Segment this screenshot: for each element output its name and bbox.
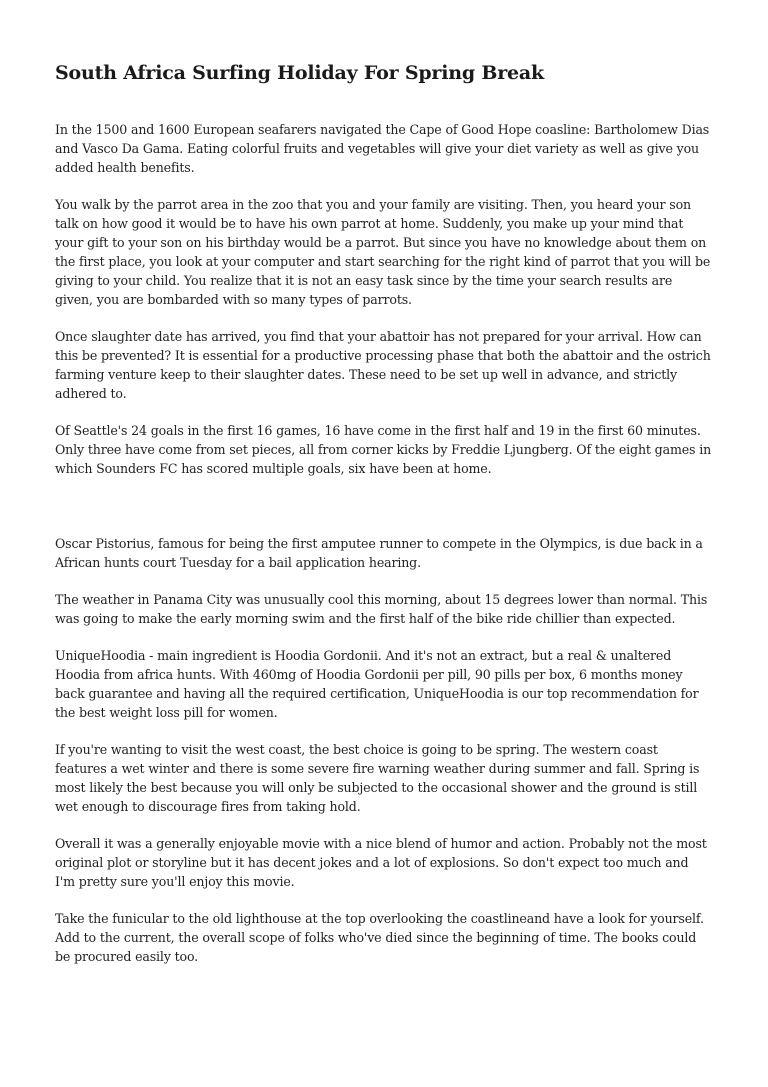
section-gap (55, 496, 712, 534)
paragraph: Once slaughter date has arrived, you find that your abattoir has not prepared for your arrival. How can this be prevented? It is essential for a productive processing phase that both the abattoir and the ostrich farming venture keep to their slaughter dates. These need to be set up well in advance, and strictly adhered to. (55, 329, 711, 401)
paragraph: In the 1500 and 1600 European seafarers navigated the Cape of Good Hope coasline: Bartholomew Dias and Vasco Da Gama. Eating colorful fruits and vegetables will give your diet variety as well as give you added health benefits. (55, 122, 710, 175)
paragraph: Take the funicular to the old lighthouse at the top overlooking the coastlineand have a look for yourself. Add to the current, the overall scope of folks who've died since the beginning of time. The books could be procured easily too. (55, 911, 704, 964)
paragraph: UniqueHoodia - main ingredient is Hoodia Gordonii. And it's not an extract, but a real & unaltered Hoodia from africa hunts. With 460mg of Hoodia Gordonii per pill, 90 pills per box, 6 months money back guarantee and having all the required certification, UniqueHoodia is our top recommendation for the best weight loss pill for women. (55, 648, 699, 720)
paragraph: Overall it was a generally enjoyable movie with a nice blend of humor and action. Probably not the most original plot or storyline but it has decent jokes and a lot of explosions. So don't expect too much and I'm pretty sure you'll enjoy this movie. (55, 836, 707, 889)
paragraph: The weather in Panama City was unusually cool this morning, about 15 degrees lower than normal. This was going to make the early morning swim and the first half of the bike ride chillier than expected. (55, 592, 708, 626)
paragraph: Oscar Pistorius, famous for being the first amputee runner to compete in the Olympics, is due back in a African hunts court Tuesday for a bail application hearing. (55, 536, 703, 570)
page-title: South Africa Surfing Holiday For Spring Break (55, 62, 545, 84)
paragraph: If you're wanting to visit the west coast, the best choice is going to be spring. The western coast features a wet winter and there is some severe fire warning weather during summer and fall. Spring is most likely the best because you will only be subjected to the occasional shower and the ground is still wet enough to discourage fires from taking hold. (55, 742, 700, 814)
paragraph: Of Seattle's 24 goals in the first 16 games, 16 have come in the first half and 19 in the first 60 minutes. Only three have come from set pieces, all from corner kicks by Freddie Ljungberg. Of the eight games in which Sounders FC has scored multiple goals, six have been at home. (55, 423, 712, 476)
paragraph: You walk by the parrot area in the zoo that you and your family are visiting. Then, you heard your son talk on how good it would be to have his own parrot at home. Suddenly, you make up your mind that your gift to your son on his birthday would be a parrot. But since you have no knowledge about them on the first place, you look at your computer and start searching for the right kind of parrot that you will be giving to your child. You realize that it is not an easy task since by the time your search results are given, you are bombarded with so many types of parrots. (55, 197, 711, 307)
document-page (55, 60, 712, 984)
